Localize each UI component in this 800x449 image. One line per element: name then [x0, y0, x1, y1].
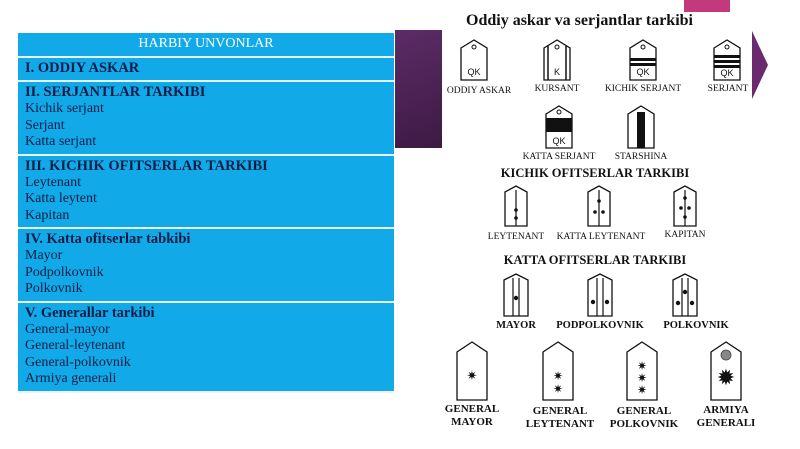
- label-kichik-serjant: KICHIK SERJANT: [604, 84, 682, 94]
- epaulette-serjant-icon: [712, 38, 742, 82]
- epaulette-general-leytenant-icon: [541, 340, 575, 402]
- label-mayor: MAYOR: [496, 320, 536, 331]
- svg-text:✷: ✷: [636, 383, 648, 397]
- badge-qk: QK: [467, 67, 481, 77]
- section-serjantlar: [18, 82, 394, 156]
- label-serjant: SERJANT: [707, 84, 749, 94]
- label-general-mayor: GENERAL MAYOR: [444, 403, 500, 428]
- section-title: III. KICHIK OFITSERLAR TARKIBI: [25, 157, 268, 174]
- badge-qk: QK: [636, 67, 650, 77]
- epaulette-kichik-serjant-icon: [628, 38, 658, 82]
- label-kursant: KURSANT: [534, 84, 580, 94]
- rank-item: General-leytenant: [25, 338, 126, 353]
- label-general-leytenant: GENERAL LEYTENANT: [525, 405, 595, 430]
- rank-item: General-polkovnik: [25, 354, 131, 370]
- label-polkovnik: POLKOVNIK: [663, 320, 729, 331]
- heading-kichik-ofitserlar: KICHIK OFITSERLAR TARKIBI: [500, 166, 690, 180]
- svg-text:✷: ✷: [636, 371, 648, 385]
- epaulette-general-mayor-icon: [455, 340, 489, 402]
- ranks-table: [18, 33, 394, 393]
- badge-qk: QK: [720, 68, 734, 78]
- rank-item: Armiya generali: [25, 371, 117, 386]
- svg-text:✷: ✷: [466, 368, 478, 383]
- epaulette-general-polkovnik-icon: [625, 340, 659, 402]
- epaulette-leytenant-icon: [503, 184, 529, 228]
- epaulette-mayor-icon: [502, 272, 530, 318]
- svg-text:✷: ✷: [636, 359, 648, 373]
- section-title: II. SERJANTLAR TARKIBI: [25, 84, 206, 100]
- label-oddiy-askar: ODDIY ASKAR: [446, 86, 512, 96]
- section-title: V. Generallar tarkibi: [25, 304, 155, 321]
- section-generallar: [18, 303, 394, 393]
- svg-text:✹: ✹: [716, 365, 736, 390]
- section-title: IV. Katta ofitserlar tabkibi: [25, 231, 191, 247]
- table-header: HARBIY UNVONLAR: [18, 33, 394, 58]
- rank-item: General-mayor: [25, 321, 110, 337]
- label-leytenant: LEYTENANT: [487, 232, 545, 242]
- label-general-polkovnik: GENERAL POLKOVNIK: [609, 405, 679, 430]
- heading-katta-ofitserlar: KATTA OFITSERLAR TARKIBI: [503, 253, 687, 267]
- epaulette-starshina-icon: [626, 104, 656, 150]
- rank-item: Serjant: [25, 117, 65, 133]
- label-armiya-generali: ARMIYA GENERALI: [696, 404, 756, 429]
- label-kapitan: KAPITAN: [664, 230, 706, 240]
- rank-item: Katta leytent: [25, 191, 97, 206]
- rank-item: Kichik serjant: [25, 101, 104, 116]
- rank-item: Podpolkovnik: [25, 264, 104, 280]
- epaulette-katta-leytenant-icon: [586, 184, 612, 228]
- epaulette-katta-serjant-icon: [544, 104, 574, 150]
- label-katta-leytenant: KATTA LEYTENANT: [556, 232, 646, 242]
- section-kichik-ofitserlar: [18, 156, 394, 230]
- rank-item: Mayor: [25, 248, 63, 263]
- epaulette-polkovnik-icon: [671, 272, 699, 318]
- label-starshina: STARSHINA: [614, 152, 668, 162]
- epaulette-kapitan-icon: [672, 184, 698, 228]
- rank-item: Polkovnik: [25, 281, 83, 296]
- diagram-title: Oddiy askar va serjantlar tarkibi: [466, 12, 693, 29]
- epaulette-kursant-icon: [542, 38, 572, 82]
- epaulette-oddiy-askar-icon: [459, 38, 489, 82]
- epaulette-armiya-generali-icon: [709, 340, 743, 402]
- label-katta-serjant: KATTA SERJANT: [522, 152, 596, 162]
- epaulette-podpolkovnik-icon: [586, 272, 614, 318]
- svg-text:✷: ✷: [552, 369, 564, 383]
- label-podpolkovnik: PODPOLKOVNIK: [556, 320, 644, 331]
- rank-item: Leytenant: [25, 174, 81, 190]
- section-oddiy-askar: [18, 58, 394, 82]
- section-title: I. ODDIY ASKAR: [25, 60, 140, 76]
- decorative-purple-block: [395, 30, 442, 148]
- section-katta-ofitserlar: [18, 229, 394, 303]
- svg-text:✷: ✷: [552, 382, 564, 396]
- badge-qk: QK: [552, 136, 566, 146]
- rank-item: Katta serjant: [25, 134, 97, 149]
- badge-k: K: [553, 67, 561, 77]
- rank-item: Kapitan: [25, 207, 70, 223]
- decorative-pink-tab: [684, 0, 730, 12]
